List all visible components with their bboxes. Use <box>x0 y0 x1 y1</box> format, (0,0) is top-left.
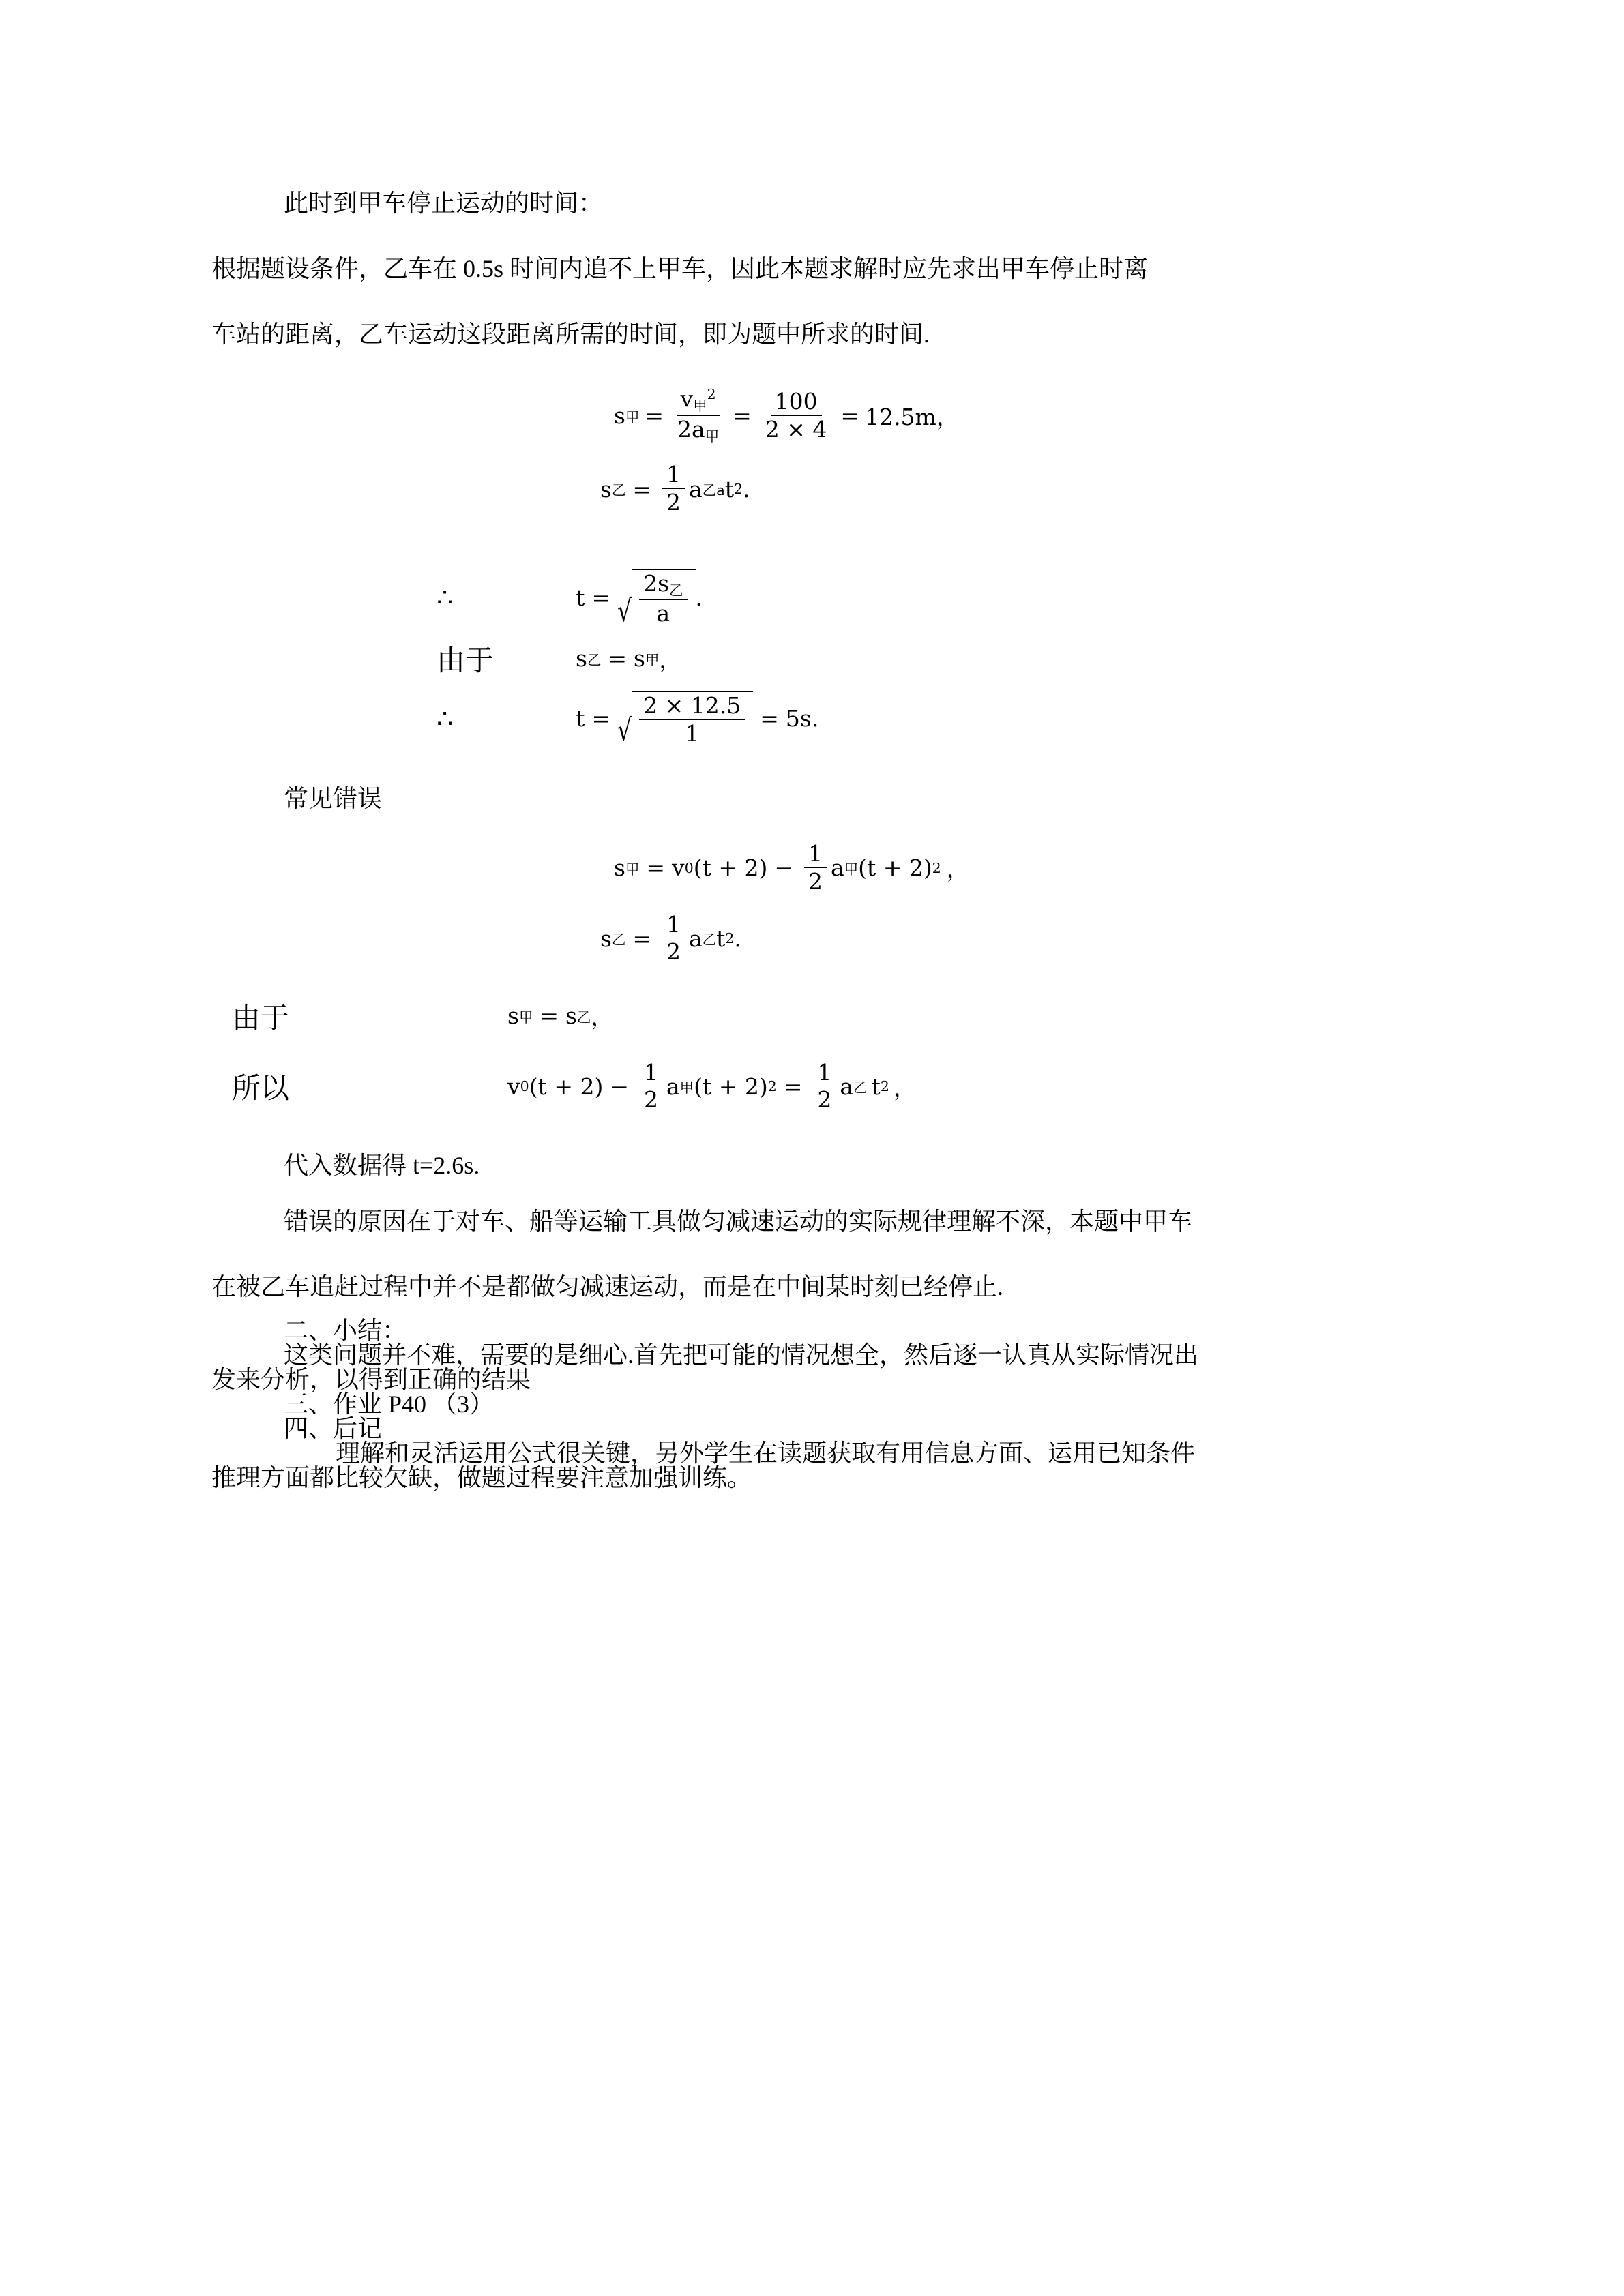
eq4-rhs-sub: 甲 <box>645 651 660 668</box>
eq5-sqrt <box>617 691 753 749</box>
eq3-sqrt <box>617 569 695 629</box>
paragraph-6: 在被乙车追赶过程中并不是都做匀减速运动，而是在中间某时刻已经停止. <box>211 1273 1004 1301</box>
eq4-rhs-var: s <box>634 645 645 672</box>
eq7-t-var: t <box>716 925 726 952</box>
eq7-a-sub: 乙 <box>702 931 717 949</box>
eq3-lhs: t <box>576 584 585 611</box>
eq9-a2-var: a <box>840 1073 854 1100</box>
eq4-label: 由于 <box>437 643 494 677</box>
eq7-fraction <box>662 910 685 966</box>
equation-5 <box>437 691 1391 749</box>
paragraph-13: 推理方面都比较欠缺，做题过程要注意加强训练。 <box>211 1464 752 1492</box>
paragraph-10: 三、作业 P40 （3） <box>284 1390 494 1418</box>
eq5-result: 5s. <box>785 705 819 732</box>
equation-group-1 <box>232 385 1391 749</box>
eq1-result: 12.5m， <box>865 404 959 431</box>
eq4-lhs-var: s <box>576 645 587 672</box>
eq9-tail: ， <box>893 1074 916 1101</box>
eq5-lhs: t <box>576 705 585 732</box>
eq3-frac-num-coef: 2s <box>643 569 670 597</box>
document-body <box>211 190 1391 1492</box>
eq1-frac1-num-var: v <box>680 385 694 413</box>
eq3-fraction <box>639 569 687 627</box>
eq7-lhs-sub: 乙 <box>611 931 626 949</box>
paragraph-3: 车站的距离，乙车运动这段距离所需的时间，即为题中所求的时间. <box>211 320 930 348</box>
eq2-lhs-var: s <box>600 475 612 503</box>
eq2-equals: = <box>632 475 652 503</box>
eq1-equals-3: = <box>840 402 860 430</box>
eq9-minus: − <box>610 1073 629 1100</box>
equation-3 <box>437 569 1391 629</box>
eq6-fraction <box>804 842 827 893</box>
eq1-frac1-num-sup: 2 <box>707 386 716 402</box>
eq2-coef-var: a <box>689 475 703 503</box>
equation-9 <box>232 1058 1391 1114</box>
equation-6 <box>614 842 1391 893</box>
eq1-frac2-numerator: 100 <box>771 390 822 416</box>
eq6-v0-sub: 0 <box>684 859 694 876</box>
eq3-frac-numerator <box>639 569 687 601</box>
eq1-lhs-var: s <box>614 402 625 430</box>
equation-1 <box>614 387 1391 444</box>
eq1-frac1-den-sub: 甲 <box>705 428 720 445</box>
eq5-equals-1: = <box>591 705 611 732</box>
eq1-fraction-2 <box>761 390 831 441</box>
eq1-frac1-den-coef: 2a <box>677 415 705 443</box>
eq1-frac1-num-sub: 甲 <box>693 398 707 415</box>
eq4-lhs-sub: 乙 <box>587 651 602 668</box>
equation-8 <box>232 996 1391 1037</box>
eq3-equals: = <box>591 584 611 611</box>
eq8-rhs-sub: 乙 <box>576 1009 591 1026</box>
eq5-frac-numerator: 2 × 12.5 <box>639 694 745 720</box>
equation-2 <box>600 463 1391 514</box>
eq2-coef-sub: 乙a <box>702 482 725 499</box>
eq2-lhs-sub: 乙 <box>611 482 626 499</box>
paragraph-9: 发来分析，以得到正确的结果 <box>211 1366 531 1394</box>
eq9-frac2-numerator: 1 <box>813 1061 836 1087</box>
eq1-fraction-1 <box>673 387 723 444</box>
eq8-equals: = <box>540 1002 559 1030</box>
paragraph-7: 二、小结： <box>284 1317 407 1345</box>
eq9-frac1-denominator: 2 <box>643 1086 658 1114</box>
eq3-frac-denominator: a <box>656 600 670 627</box>
eq6-lhs-var: s <box>614 854 625 882</box>
eq9-fraction-2 <box>813 1058 836 1114</box>
eq8-tail: ， <box>591 1004 614 1031</box>
eq6-v0-var: v <box>672 854 685 882</box>
eq1-frac2-denominator: 2 × 4 <box>765 415 827 443</box>
eq7-a-var: a <box>689 925 703 952</box>
eq6-equals: = <box>646 854 666 882</box>
eq7-lhs-var: s <box>600 925 612 952</box>
paragraph-8: 这类问题并不难，需要的是细心.首先把可能的情况想全，然后逐一认真从实际情况出 <box>284 1341 1199 1369</box>
eq1-frac1-numerator <box>677 387 720 416</box>
eq9-t-sup: 2 <box>880 1078 889 1095</box>
eq6-lhs-sub: 甲 <box>625 861 640 878</box>
paragraph-12: 理解和灵活运用公式很关键，另外学生在读题获取有用信息方面、运用已知条件 <box>336 1440 1196 1467</box>
eq7-equals: = <box>632 925 652 952</box>
eq6-a-var: a <box>831 854 844 882</box>
eq9-v0-sub: 0 <box>520 1078 529 1095</box>
paragraph-2: 根据题设条件，乙车在 0.5s 时间内追不上甲车，因此本题求解时应先求出甲车停止时离 <box>211 255 1149 282</box>
eq4-tail: ， <box>659 646 682 674</box>
eq6-frac-numerator: 1 <box>804 842 827 868</box>
eq7-t-sup: 2 <box>725 930 735 947</box>
eq5-equals-2: = <box>760 705 779 732</box>
eq9-v0-var: v <box>507 1073 520 1100</box>
eq9-a2-sub: 乙 <box>853 1079 868 1097</box>
eq3-therefore-symbol: ∴ <box>437 582 454 613</box>
eq3-tail: . <box>695 584 703 611</box>
eq7-frac-denominator: 2 <box>666 938 681 966</box>
eq8-lhs-var: s <box>507 1002 519 1030</box>
eq5-fraction <box>639 691 745 747</box>
eq5-radicand <box>632 691 753 745</box>
eq2-frac-numerator: 1 <box>662 463 685 489</box>
eq6-term1: (t + 2) <box>693 854 768 882</box>
eq8-label: 由于 <box>232 1000 290 1034</box>
eq2-tail: . <box>742 475 750 503</box>
eq2-fraction <box>662 463 685 514</box>
eq8-lhs-sub: 甲 <box>518 1009 533 1026</box>
eq1-frac1-denominator <box>673 416 723 445</box>
eq8-rhs-var: s <box>565 1002 577 1030</box>
equation-4 <box>437 638 1391 679</box>
eq6-term2-sup: 2 <box>932 859 941 876</box>
eq2-t-sup: 2 <box>733 481 743 498</box>
paragraph-11: 四、后记 <box>284 1415 383 1443</box>
eq5-frac-denominator: 1 <box>685 719 700 747</box>
eq6-term2: (t + 2) <box>858 854 932 882</box>
eq3-radicand <box>632 569 695 626</box>
eq3-frac-num-sub: 乙 <box>669 582 683 599</box>
eq6-minus: − <box>774 854 793 882</box>
eq7-frac-numerator: 1 <box>662 913 685 939</box>
eq9-equals: = <box>783 1073 803 1100</box>
equation-7 <box>600 910 1391 966</box>
eq9-frac1-numerator: 1 <box>640 1061 662 1087</box>
equation-group-2 <box>232 842 1391 1112</box>
eq4-equals: = <box>608 645 628 672</box>
eq5-therefore-symbol: ∴ <box>437 703 454 734</box>
eq2-frac-denominator: 2 <box>666 489 681 516</box>
eq2-t-var: t <box>724 475 734 503</box>
eq1-equals-2: = <box>733 402 752 430</box>
eq9-term2-sup: 2 <box>767 1078 777 1095</box>
eq9-label: 所以 <box>232 1071 290 1105</box>
eq9-frac2-denominator: 2 <box>817 1086 832 1114</box>
paragraph-4: 代入数据得 t=2.6s. <box>284 1152 480 1180</box>
paragraph-5: 错误的原因在于对车、船等运输工具做匀减速运动的实际规律理解不深，本题中甲车 <box>284 1208 1193 1236</box>
eq9-term2: (t + 2) <box>694 1073 768 1100</box>
eq7-tail: . <box>734 925 741 952</box>
eq9-term1: (t + 2) <box>529 1073 604 1100</box>
eq9-t-var: t <box>871 1073 881 1100</box>
eq6-a-sub: 甲 <box>844 861 859 878</box>
eq9-a1-var: a <box>666 1073 680 1100</box>
eq6-frac-denominator: 2 <box>808 867 823 895</box>
eq6-tail: ， <box>946 856 969 883</box>
eq1-equals-1: = <box>645 402 664 430</box>
eq9-a1-sub: 甲 <box>679 1079 694 1097</box>
eq5-radical-sign: √ <box>617 712 632 749</box>
common-errors-heading: 常见错误 <box>284 785 383 813</box>
eq3-radical-sign: √ <box>617 593 632 629</box>
eq1-lhs-sub: 甲 <box>625 408 640 426</box>
paragraph-1: 此时到甲车停止运动的时间： <box>284 190 604 217</box>
eq9-fraction-1 <box>640 1058 662 1114</box>
